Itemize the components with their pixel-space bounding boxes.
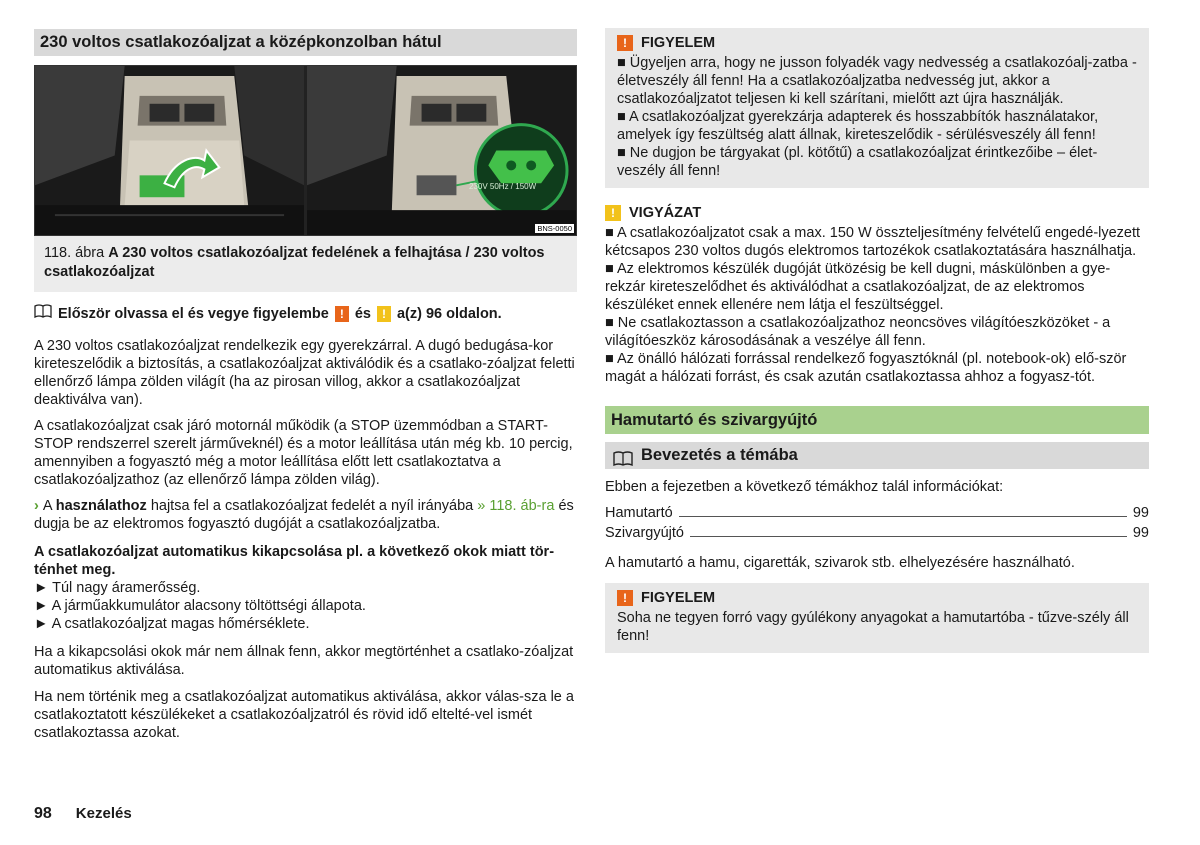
figure-photo-socket xyxy=(307,66,576,235)
page-footer xyxy=(34,805,132,823)
read-first-prefix: Először olvassa el és vegye figyelembe xyxy=(58,305,329,322)
list-item: ► A csatlakozóaljzat magas hőmérséklete. xyxy=(34,616,310,632)
section-title-socket: 230 voltos csatlakozóaljzat a középkonzolban hátul xyxy=(34,29,577,56)
warning-box xyxy=(605,28,1149,188)
read-first-line xyxy=(34,304,577,323)
action-bold: használathoz xyxy=(55,498,147,514)
toc-list xyxy=(605,502,1149,542)
warning-item: ■ A csatlakozóaljzat gyerekzárja adapterek és hosszabbítók használatakor, amelyek így feszültség alatt állnak, kireteszelődik - sérülésveszély áll fenn! xyxy=(617,109,1099,143)
paragraph-child-lock: A 230 voltos csatlakozóaljzat rendelkezik egy gyerekzárral. A dugó bedugása-kor kireteszelődik a biztosítás, a csatlakozóaljzat aktiválódik és a csatlako-zóaljzat feletti ellenőrző lámpa zölden világít (ha az pirosan villog, akkor a csatlakozóaljzat deaktiválva van). xyxy=(34,338,575,408)
subsection-title-intro xyxy=(605,442,1149,469)
toc-page: 99 xyxy=(1132,505,1149,521)
warning-title: FIGYELEM xyxy=(641,590,716,606)
action-mid: hajtsa fel a csatlakozóaljzat fedelét a nyíl irányába xyxy=(150,498,474,514)
caution-item: ■ A csatlakozóaljzatot csak a max. 150 W összteljesítmény felvételű engedé-lyezett kétcsapos 230 voltos dugós elektromos tartozékok csatlakoztatására használhatja. xyxy=(605,225,1141,259)
book-icon xyxy=(613,448,633,464)
action-arrow-icon: › xyxy=(34,498,39,514)
read-first-suffix: a(z) 96 oldalon. xyxy=(396,305,502,322)
paragraph-operation: A csatlakozóaljzat csak járó motornál működik (a STOP üzemmódban a START-STOP rendszerrel szerelt járműveknél) és a motor leállítása után még kb. 10 percig, amennyiben a fogyasztó még a motor leállítása előtt lett csatlakoztatva a csatlakozóaljzathoz (az ellenőrző lámpa zölden világ). xyxy=(34,418,573,488)
ashtray-usage-text: A hamutartó a hamu, cigaretták, szivarok stb. elhelyezésére használható. xyxy=(605,555,1075,571)
left-column xyxy=(34,0,577,742)
figure-link[interactable]: » 118. áb-ra xyxy=(477,498,555,514)
socket-label: 230V 50Hz / 150W xyxy=(469,182,537,191)
toc-row[interactable] xyxy=(605,502,1149,522)
list-item: ► A járműakkumulátor alacsony töltöttségi állapota. xyxy=(34,598,366,614)
caution-icon: ! xyxy=(377,306,391,322)
figure-caption xyxy=(34,236,577,292)
toc-label: Szivargyújtó xyxy=(605,525,684,541)
caution-header xyxy=(605,202,1149,224)
caution-item: ■ Ne csatlakoztasson a csatlakozóaljzathoz neoncsöves világítóeszközöket - a világítóeszköz károsodásának a veszélye áll fenn. xyxy=(605,315,1111,349)
figure-code: BNS-0050 xyxy=(537,224,572,233)
footer-section: Kezelés xyxy=(75,805,132,822)
warning-item: ■ Ne dugjon be tárgyakat (pl. kötőtű) a csatlakozóaljzat érintkezőibe – élet-veszély áll fenn! xyxy=(617,145,1098,179)
caution-title: VIGYÁZAT xyxy=(629,205,702,221)
caption-number: 118. ábra xyxy=(44,245,105,261)
toc-leader xyxy=(679,516,1127,517)
page-number: 98 xyxy=(34,805,52,822)
warning-box-fire xyxy=(605,583,1149,653)
intro-text: Ebben a fejezetben a következő témákhoz talál információkat: xyxy=(605,479,1004,495)
warning-item: ■ Ügyeljen arra, hogy ne jusson folyadék vagy nedvesség a csatlakozóalj-zatba - életveszély áll fenn! Ha a csatlakozóaljzatba nedvesség jut, akkor a csatlakozóaljzatot teljesen ki kell szárítani, mielőtt azt újra használják. xyxy=(617,55,1137,107)
warning-title: FIGYELEM xyxy=(641,35,716,51)
action-step xyxy=(34,497,577,533)
console-photo-left xyxy=(35,66,304,235)
warning-icon: ! xyxy=(617,590,633,606)
read-first-and: és xyxy=(354,305,371,322)
figure-118 xyxy=(34,65,577,236)
paragraph-reconnect: Ha nem történik meg a csatlakozóaljzat automatikus aktiválása, akkor válas-sza le a csatlakoztatott készülékeket a csatlakozóaljzatról és rövid idő eltelté-vel ismét csatlakoztassa azokat. xyxy=(34,689,574,741)
action-pre: A xyxy=(42,498,52,514)
auto-off-heading: A csatlakozóaljzat automatikus kikapcsolása pl. a következő okok miatt tör-ténhet meg. xyxy=(34,544,555,578)
toc-leader xyxy=(690,536,1127,537)
caption-text: A 230 voltos csatlakozóaljzat fedelének a felhajtása / 230 voltos csatlakozóaljzat xyxy=(44,245,545,280)
toc-page: 99 xyxy=(1132,525,1149,541)
warning-item: Soha ne tegyen forró vagy gyúlékony anyagokat a hamutartóba - tűzve-szély áll fenn! xyxy=(617,610,1129,644)
figure-photo-cover xyxy=(35,66,304,235)
caution-item: ■ Az elektromos készülék dugóját ütközésig be kell dugni, máskülönben a gye-rekzár kireteszelődhet és aktiválódhat a csatlakozóaljzat, de az elektromos készüléket ennek ellenére nem látja el feszültséggel. xyxy=(605,261,1111,313)
warning-header xyxy=(617,587,1137,609)
warning-header xyxy=(617,32,1137,54)
caution-box xyxy=(605,198,1149,386)
paragraph-reactivation: Ha a kikapcsolási okok már nem állnak fenn, akkor megtörténhet a csatlako-zóaljzat automatikus aktiválása. xyxy=(34,644,574,678)
caution-item: ■ Az önálló hálózati forrással rendelkező fogyasztóknál (pl. notebook-ok) elő-ször magát a hálózati forrást, és csak azután csatlakoztassa ahhoz a fogyasz-tót. xyxy=(605,351,1127,385)
book-icon xyxy=(34,304,52,323)
section-title-ashtray: Hamutartó és szivargyújtó xyxy=(605,406,1149,434)
right-column xyxy=(605,0,1149,653)
action-post: és dugja be az elektromos fogyasztó dugóját a csatlakozóaljzatba. xyxy=(34,498,574,532)
subsection-title-text: Bevezetés a témába xyxy=(641,446,798,464)
warning-icon: ! xyxy=(617,35,633,51)
console-photo-right xyxy=(307,66,576,235)
warning-icon: ! xyxy=(335,306,349,322)
toc-label: Hamutartó xyxy=(605,505,673,521)
auto-off-list xyxy=(34,579,577,633)
list-item: ► Túl nagy áramerősség. xyxy=(34,580,201,596)
toc-row[interactable] xyxy=(605,522,1149,542)
caution-icon: ! xyxy=(605,205,621,221)
